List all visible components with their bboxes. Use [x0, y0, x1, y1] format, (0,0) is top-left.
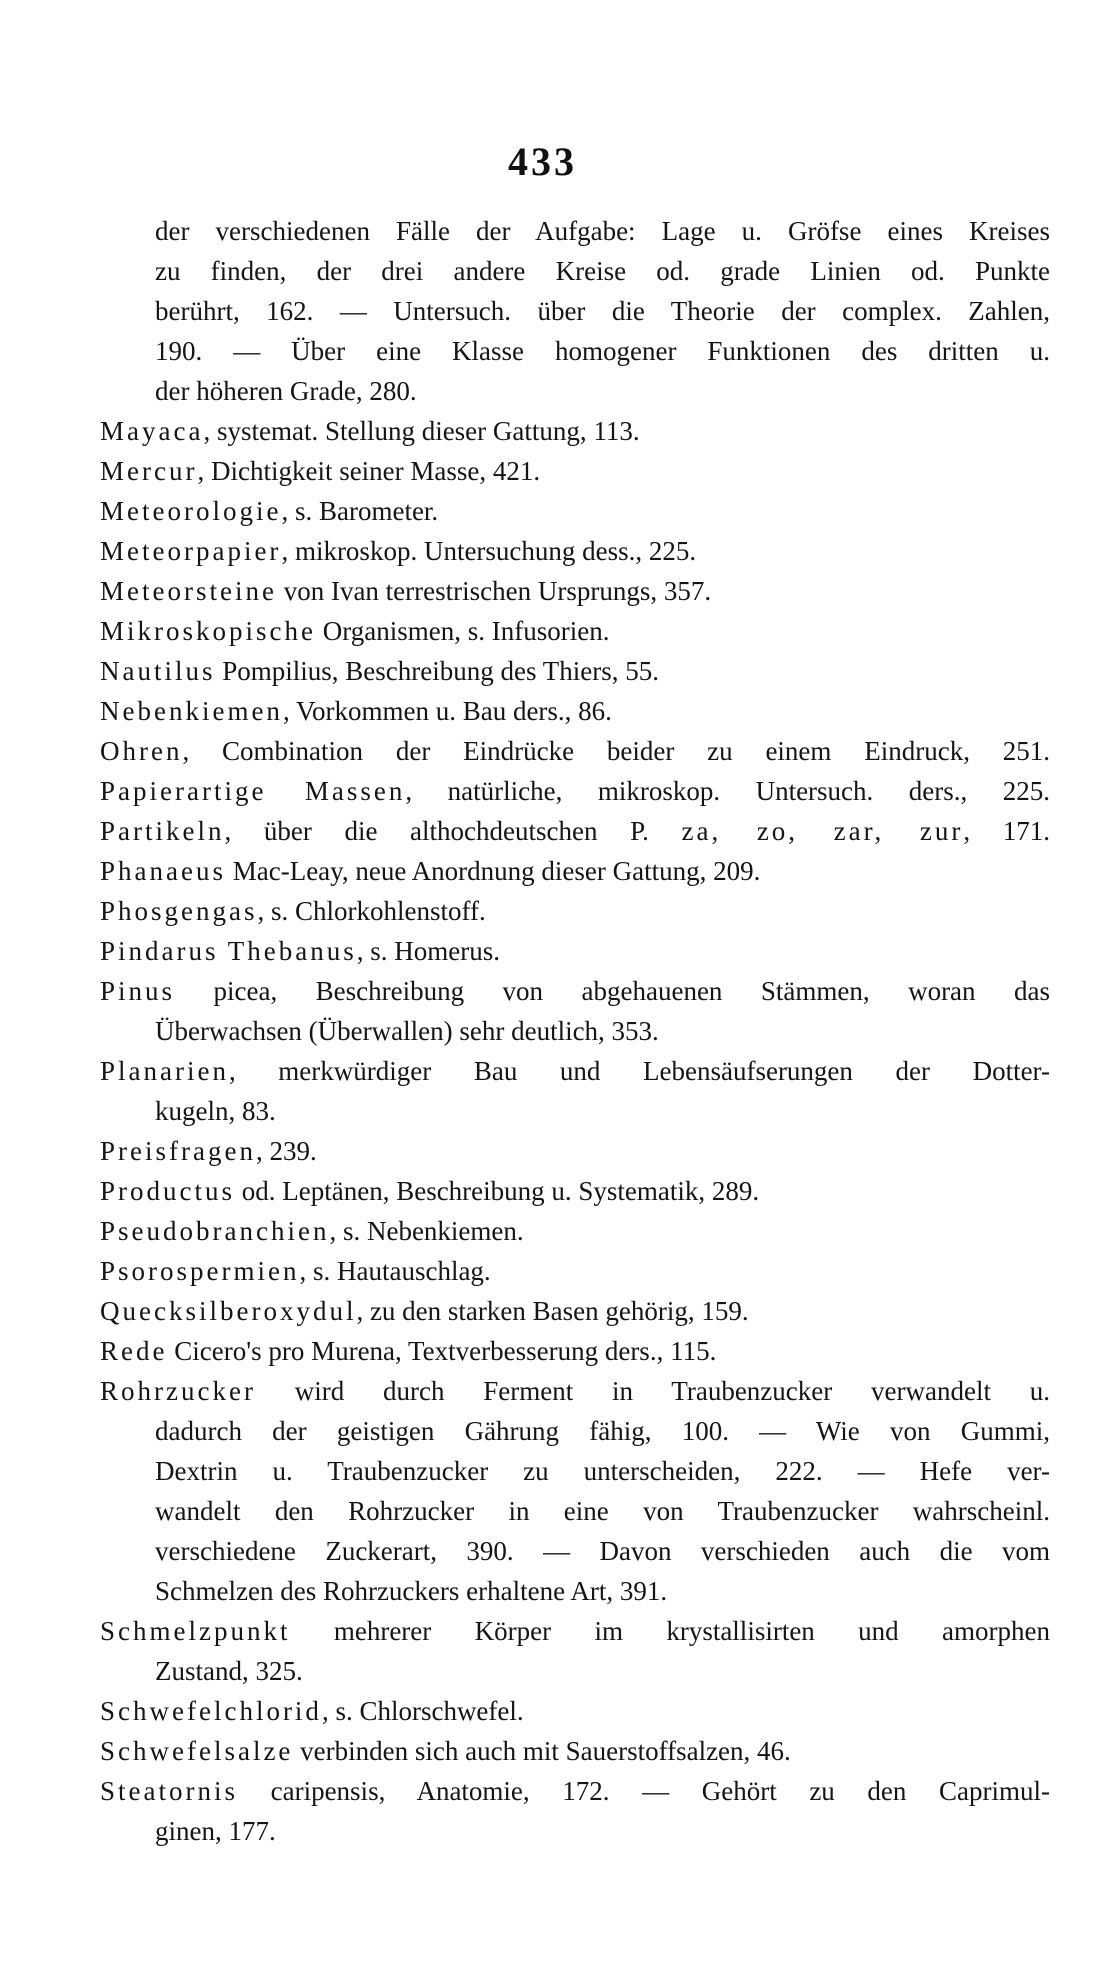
index-text: , systemat. Stellung dieser Gattung, 113. [203, 416, 640, 446]
index-text: wird durch Ferment in Traubenzucker verwandelt u. [255, 1376, 1050, 1406]
index-text: , merkwürdiger Bau und Lebensäufserungen der Dotter- [228, 1056, 1050, 1086]
index-text-line [100, 1451, 1050, 1491]
index-text-line [100, 1491, 1050, 1531]
index-text: berührt, 162. — Untersuch. über die Theorie der complex. Zahlen, [155, 296, 1050, 326]
index-text: der verschiedenen Fälle der Aufgabe: Lage u. Gröfse eines Kreises [155, 216, 1050, 246]
index-text: , s. Homerus. [356, 936, 500, 966]
index-headword: Meteorpapier [100, 536, 282, 566]
index-text: 190. — Über eine Klasse homogener Funktionen des dritten u. [155, 336, 1050, 366]
index-entry-line [100, 691, 1050, 731]
index-text: , Combination der Eindrücke beider zu einem Eindruck, 251. [182, 736, 1050, 766]
index-headword: Rede [100, 1336, 168, 1366]
index-entry-line [100, 1211, 1050, 1251]
index-headword: Phanaeus [100, 856, 226, 886]
index-entry-line [100, 1371, 1050, 1411]
index-text-line [100, 371, 1050, 411]
index-entry-line [100, 611, 1050, 651]
index-entry-line [100, 1051, 1050, 1091]
index-text: Schmelzen des Rohrzuckers erhaltene Art, 391. [155, 1576, 668, 1606]
index-text-line [100, 1011, 1050, 1051]
index-text: , natürliche, mikroskop. Untersuch. ders., 225. [405, 776, 1050, 806]
index-entry-line [100, 1171, 1050, 1211]
index-text: od. Leptänen, Beschreibung u. Systematik, 289. [235, 1176, 760, 1206]
index-text: , s. Barometer. [281, 496, 439, 526]
index-text: , 239. [255, 1136, 317, 1166]
index-body [100, 211, 1050, 1851]
index-entry-line [100, 771, 1050, 811]
index-text-line [100, 1531, 1050, 1571]
index-entry-line [100, 1691, 1050, 1731]
index-entry-line [100, 1731, 1050, 1771]
index-headword: Mayaca [100, 416, 204, 446]
index-text: , zu den starken Basen gehörig, 159. [356, 1296, 749, 1326]
index-text: zu finden, der drei andere Kreise od. grade Linien od. Punkte [155, 256, 1050, 286]
index-text: der höheren Grade, 280. [155, 376, 417, 406]
index-text: verschiedene Zuckerart, 390. — Davon verschieden auch die vom [155, 1536, 1050, 1566]
index-headword: Nebenkiemen [100, 696, 283, 726]
index-entry-line [100, 931, 1050, 971]
index-text-line [100, 251, 1050, 291]
index-entry-line [100, 1131, 1050, 1171]
index-entry-line [100, 1611, 1050, 1651]
index-entry-line [100, 491, 1050, 531]
index-headword: Meteorsteine [100, 576, 277, 606]
index-entry-line [100, 1251, 1050, 1291]
index-text-line [100, 331, 1050, 371]
index-headword: Rohrzucker [100, 1376, 256, 1406]
index-text: Zustand, 325. [155, 1656, 303, 1686]
index-headword: Mikroskopische [100, 616, 316, 646]
index-headword: Partikeln [100, 816, 225, 846]
page-number: 433 [508, 139, 577, 184]
index-entry-line [100, 451, 1050, 491]
index-text-line [100, 291, 1050, 331]
index-entry-line [100, 411, 1050, 451]
index-text-line [100, 1091, 1050, 1131]
index-headword: Psorospermien [100, 1256, 300, 1286]
index-headword: Schwefelsalze [100, 1736, 294, 1766]
index-headword: Planarien [100, 1056, 229, 1086]
index-entry-line [100, 1331, 1050, 1371]
index-text: verbinden sich auch mit Sauerstoffsalzen, 46. [293, 1736, 791, 1766]
index-headword: Meteorologie [100, 496, 282, 526]
index-text: , s. Chlorschwefel. [321, 1696, 524, 1726]
index-text: Dextrin u. Traubenzucker zu unterscheiden, 222. — Hefe ver- [155, 1456, 1050, 1486]
index-entry-line [100, 531, 1050, 571]
index-entry-line [100, 811, 1050, 851]
index-text: , Dichtigkeit seiner Masse, 421. [197, 456, 541, 486]
index-text: ginen, 177. [155, 1816, 276, 1846]
index-entry-line [100, 571, 1050, 611]
index-text: picea, Beschreibung von abgehauenen Stämmen, woran das [175, 976, 1050, 1006]
index-headword: Schwefelchlorid [100, 1696, 322, 1726]
index-text: caripensis, Anatomie, 172. — Gehört zu den Caprimul- [238, 1776, 1050, 1806]
index-entry-line [100, 1771, 1050, 1811]
index-headword: Schmelzpunkt [100, 1616, 291, 1646]
index-entry-line [100, 891, 1050, 931]
index-text: , 171. [963, 816, 1051, 846]
index-text: Mac-Leay, neue Anordnung dieser Gattung, 209. [225, 856, 761, 886]
index-text: mehrerer Körper im krystallisirten und amorphen [290, 1616, 1050, 1646]
index-text: Cicero's pro Murena, Textverbesserung ders., 115. [167, 1336, 717, 1366]
index-text: kugeln, 83. [155, 1096, 276, 1126]
index-entry-line [100, 731, 1050, 771]
index-headword: Phosgengas [100, 896, 258, 926]
index-text: , s. Nebenkiemen. [329, 1216, 524, 1246]
index-headword: Steatornis [100, 1776, 238, 1806]
index-entry-line [100, 1291, 1050, 1331]
index-entry-line [100, 651, 1050, 691]
index-text: Überwachsen (Überwallen) sehr deutlich, 353. [155, 1016, 659, 1046]
index-text: , s. Chlorkohlenstoff. [257, 896, 486, 926]
index-text-line [100, 211, 1050, 251]
index-text-line [100, 1651, 1050, 1691]
index-text: Pompilius, Beschreibung des Thiers, 55. [215, 656, 659, 686]
index-text: Organismen, s. Infusorien. [315, 616, 610, 646]
index-text-line [100, 1811, 1050, 1851]
index-headword: Papierartige Massen [100, 776, 406, 806]
index-text: , über die althochdeutschen P. [224, 816, 682, 846]
index-headword: Pseudobranchien [100, 1216, 330, 1246]
index-headword: za, zo, zar, zur [681, 816, 964, 846]
index-headword: Pindarus Thebanus [100, 936, 357, 966]
index-text: , s. Hautauschlag. [299, 1256, 491, 1286]
index-headword: Preisfragen [100, 1136, 256, 1166]
index-text: , mikroskop. Untersuchung dess., 225. [281, 536, 697, 566]
index-entry-line [100, 971, 1050, 1011]
index-text: , Vorkommen u. Bau ders., 86. [282, 696, 612, 726]
index-text-line [100, 1411, 1050, 1451]
index-text: von Ivan terrestrischen Ursprungs, 357. [276, 576, 712, 606]
index-text-line [100, 1571, 1050, 1611]
index-headword: Productus [100, 1176, 235, 1206]
index-headword: Ohren [100, 736, 183, 766]
index-entry-line [100, 851, 1050, 891]
index-headword: Quecksilberoxydul [100, 1296, 357, 1326]
index-text: wandelt den Rohrzucker in eine von Traubenzucker wahrscheinl. [155, 1496, 1050, 1526]
index-text: dadurch der geistigen Gährung fähig, 100. — Wie von Gummi, [155, 1416, 1050, 1446]
index-headword: Nautilus [100, 656, 216, 686]
index-headword: Pinus [100, 976, 176, 1006]
index-headword: Mercur [100, 456, 198, 486]
